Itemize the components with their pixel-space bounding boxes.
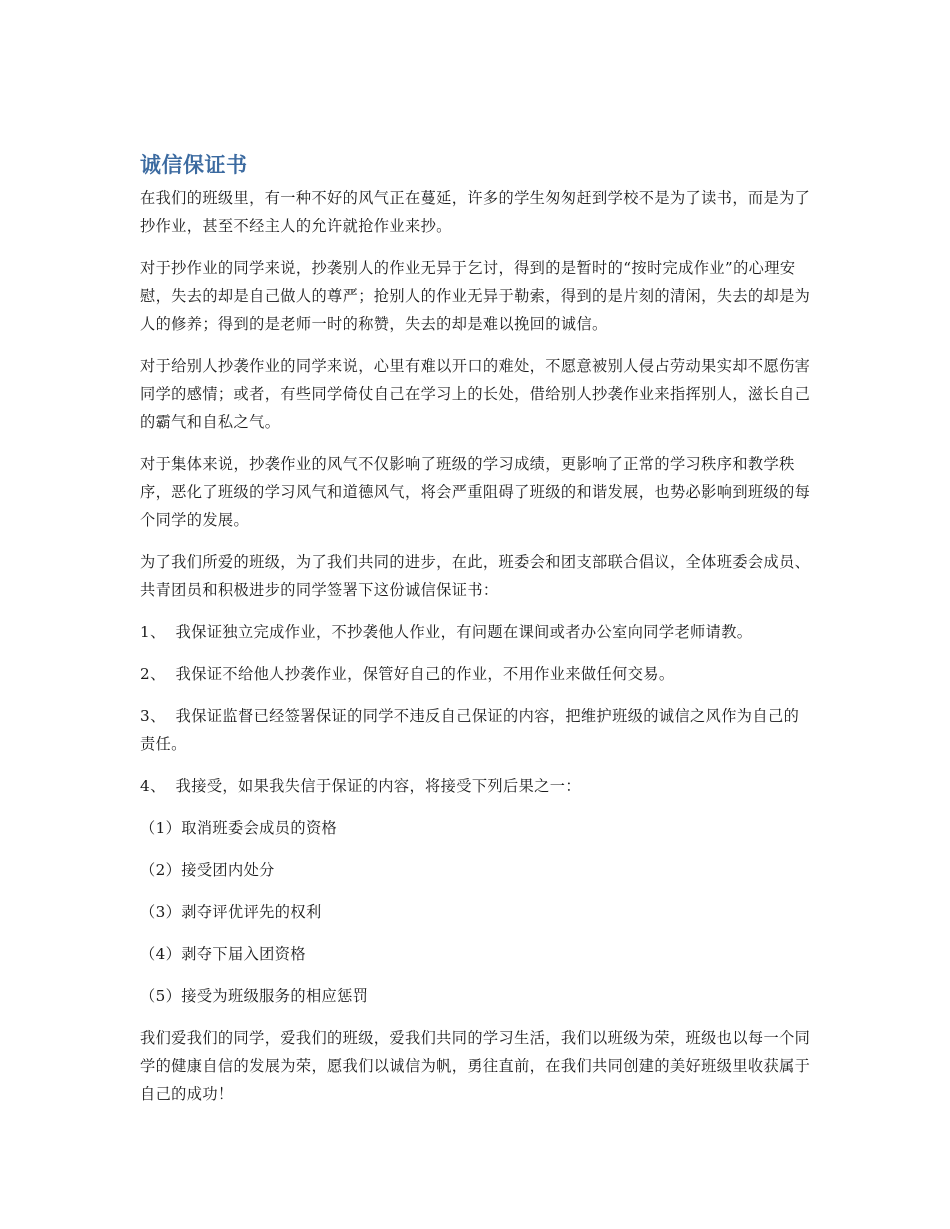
consequence-item: （5）接受为班级服务的相应惩罚 bbox=[140, 987, 369, 1005]
document-page bbox=[140, 150, 812, 1122]
pledge-text: 我保证不给他人抄袭作业，保管好自己的作业，不用作业来做任何交易。 bbox=[175, 665, 675, 683]
pledge-text: 我接受，如果我失信于保证的内容，将接受下列后果之一： bbox=[175, 777, 581, 795]
paragraph-closing: 我们爱我们的同学，爱我们的班级，爱我们共同的学习生活，我们以班级为荣，班级也以每一个同学的健康自信的发展为荣，愿我们以诚信为帆，勇往直前，在我们共同创建的美好班级里收获属于自己的成功！ bbox=[140, 1029, 811, 1103]
pledge-item bbox=[140, 618, 812, 646]
pledge-number: 4、 bbox=[140, 777, 166, 795]
pledge-number: 1、 bbox=[140, 623, 166, 641]
consequence-item: （1）取消班委会成员的资格 bbox=[140, 819, 338, 837]
pledge-item bbox=[140, 772, 812, 800]
pledge-text: 我保证独立完成作业，不抄袭他人作业，有问题在课间或者办公室向同学老师请教。 bbox=[175, 623, 753, 641]
paragraph-collective: 对于集体来说，抄袭作业的风气不仅影响了班级的学习成绩，更影响了正常的学习秩序和教学秩序，恶化了班级的学习风气和道德风气，将会严重阻碍了班级的和谐发展，也势必影响到班级的每个同学的发展。 bbox=[140, 455, 811, 529]
consequence-item: （4）剥夺下届入团资格 bbox=[140, 945, 306, 963]
pledge-number: 3、 bbox=[140, 707, 166, 725]
paragraph-intro: 在我们的班级里，有一种不好的风气正在蔓延，许多的学生匆匆赶到学校不是为了读书，而是为了抄作业，甚至不经主人的允许就抢作业来抄。 bbox=[140, 189, 811, 235]
pledge-number: 2、 bbox=[140, 665, 166, 683]
consequence-item: （2）接受团内处分 bbox=[140, 861, 275, 879]
pledge-text: 我保证监督已经签署保证的同学不违反自己保证的内容，把维护班级的诚信之风作为自己的责任。 bbox=[140, 707, 800, 753]
paragraph-copier: 对于抄作业的同学来说，抄袭别人的作业无异于乞讨，得到的是暂时的“按时完成作业”的心理安慰，失去的却是自己做人的尊严；抢别人的作业无异于勒索，得到的是片刻的清闲，失去的却是为人的修养；得到的是老师一时的称赞，失去的却是难以挽回的诚信。 bbox=[140, 259, 811, 333]
paragraph-initiative: 为了我们所爱的班级，为了我们共同的进步，在此，班委会和团支部联合倡议，全体班委会成员、共青团员和积极进步的同学签署下这份诚信保证书： bbox=[140, 553, 811, 599]
pledge-item bbox=[140, 702, 812, 758]
pledge-item bbox=[140, 660, 812, 688]
paragraph-lender: 对于给别人抄袭作业的同学来说，心里有难以开口的难处，不愿意被别人侵占劳动果实却不愿伤害同学的感情；或者，有些同学倚仗自己在学习上的长处，借给别人抄袭作业来指挥别人，滋长自己的霸气和自私之气。 bbox=[140, 357, 811, 431]
consequence-item: （3）剥夺评优评先的权利 bbox=[140, 903, 322, 921]
document-title: 诚信保证书 bbox=[140, 153, 248, 177]
